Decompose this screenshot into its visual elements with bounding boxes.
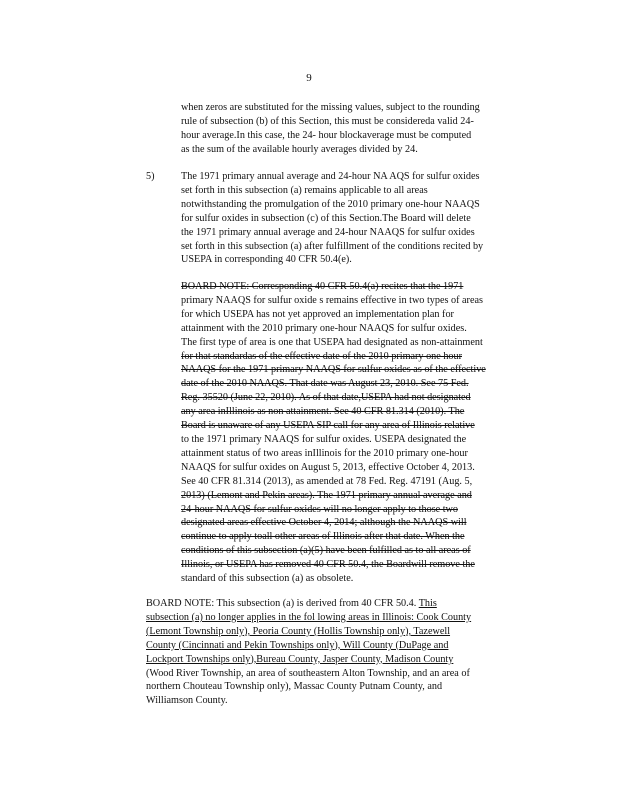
- text-run: County (Cincinnati and Pekin Townships only), Will County (DuPage and: [146, 639, 449, 651]
- text-line: for that standardas of the effective date of the 2010 primary one hour: [181, 350, 462, 362]
- text-line: [146, 625, 530, 639]
- text-line: attainment status of two areas inIllinois for the 2010 primary one-hour: [181, 447, 468, 459]
- text-run: This: [418, 598, 437, 609]
- text-line: USEPA in corresponding 40 CFR 50.4(e).: [181, 254, 352, 266]
- intro-paragraph: [181, 101, 529, 157]
- text-line: standard of this subsection (a) as obsolete.: [181, 573, 354, 585]
- text-line: conditions of this subsection (a)(5) have been fulfilled as to all areas of: [181, 545, 471, 557]
- text-line: See 40 CFR 81.314 (2013), as amended at 78 Fed. Reg. 47191 (Aug. 5,: [181, 475, 473, 487]
- text-line: for sulfur oxides in subsection (c) of this Section.The Board will delete: [181, 212, 471, 224]
- text-line: [146, 653, 530, 667]
- text-line: date of the 2010 NAAQS. That date was August 23, 2010. See 75 Fed.: [181, 378, 469, 390]
- text-run: (Lemont Township only), Peoria County (Hollis Township only), Tazewell: [146, 625, 451, 637]
- text-run: Williamson County.: [146, 695, 228, 707]
- page-number: 9: [306, 72, 312, 84]
- text-line: rule of subsection (b) of this Section, this must be considereda valid 24-: [181, 115, 474, 127]
- text-line: as the sum of the available hourly averages divided by 24.: [181, 143, 418, 155]
- board-note-outer: [146, 597, 530, 708]
- text-line: to the 1971 primary NAAQS for sulfur oxides. USEPA designated the: [181, 433, 467, 445]
- text-run: Lockport Townships only),Bureau County, Jasper County, Madison County: [146, 653, 454, 665]
- text-line: when zeros are substituted for the missing values, subject to the rounding: [181, 102, 480, 113]
- text-line: designated areas effective October 4, 2014; although the NAAQS will: [181, 517, 467, 529]
- text-line: Illinois, or USEPA has removed 40 CFR 50.4, the Boardwill remove the: [181, 559, 475, 571]
- text-run: BOARD NOTE: This subsection (a) is derived from 40 CFR 50.4.: [146, 598, 419, 609]
- text-line: [146, 694, 530, 708]
- text-line: continue to apply toall other areas of Illinois after that date. When the: [181, 531, 465, 543]
- text-run: (Wood River Township, an area of southeastern Alton Township, and an area of: [146, 667, 470, 679]
- text-line: [146, 680, 530, 694]
- text-line: NAAQS for the 1971 primary NAAQS for sulfur oxides as of the effective: [181, 364, 486, 376]
- text-line: [146, 597, 530, 611]
- text-line: NAAQS for sulfur oxides on August 5, 2013, effective October 4, 2013.: [181, 461, 475, 473]
- text-line: the 1971 primary annual average and 24-hour NAAQS for sulfur oxides: [181, 226, 475, 238]
- text-line: hour average.In this case, the 24- hour blockaverage must be computed: [181, 129, 472, 141]
- item-5-paragraph: [181, 170, 541, 267]
- board-note-inner: [181, 280, 541, 586]
- text-line: Reg. 35520 (June 22, 2010). As of that date,USEPA had not designated: [181, 392, 471, 404]
- text-line: for which USEPA has not yet approved an implementation plan for: [181, 308, 454, 320]
- text-line: attainment with the 2010 primary one-hour NAAQS for sulfur oxides.: [181, 322, 467, 334]
- text-line: notwithstanding the promulgation of the 2010 primary one-hour NAAQS: [181, 198, 480, 210]
- text-line: set forth in this subsection (a) remains applicable to all areas: [181, 184, 428, 196]
- item-number-5: 5): [146, 171, 155, 182]
- text-line: [146, 667, 530, 681]
- text-line: 24-hour NAAQS for sulfur oxides will no longer apply to those two: [181, 503, 459, 515]
- text-line: [146, 639, 530, 653]
- text-line: [146, 611, 530, 625]
- text-line: primary NAAQS for sulfur oxide s remains effective in two types of areas: [181, 294, 483, 306]
- text-line: The first type of area is one that USEPA had designated as non-attainment: [181, 336, 483, 348]
- text-line: The 1971 primary annual average and 24-hour NA AQS for sulfur oxides: [181, 171, 480, 182]
- text-run: subsection (a) no longer applies in the fol lowing areas in Illinois: Cook County: [146, 611, 472, 623]
- text-line: set forth in this subsection (a) after fulfillment of the conditions recited by: [181, 240, 484, 252]
- text-line: BOARD NOTE: Corresponding 40 CFR 50.4(a) recites that the 1971: [181, 281, 464, 292]
- text-run: northern Chouteau Township only), Massac County Putnam County, and: [146, 681, 443, 693]
- text-line: 2013) (Lemont and Pekin areas). The 1971 primary annual average and: [181, 489, 472, 501]
- text-line: any area inIllinois as non attainment. See 40 CFR 81.314 (2010). The: [181, 406, 465, 418]
- text-line: Board is unaware of any USEPA SIP call for any area of Illinois relative: [181, 420, 475, 432]
